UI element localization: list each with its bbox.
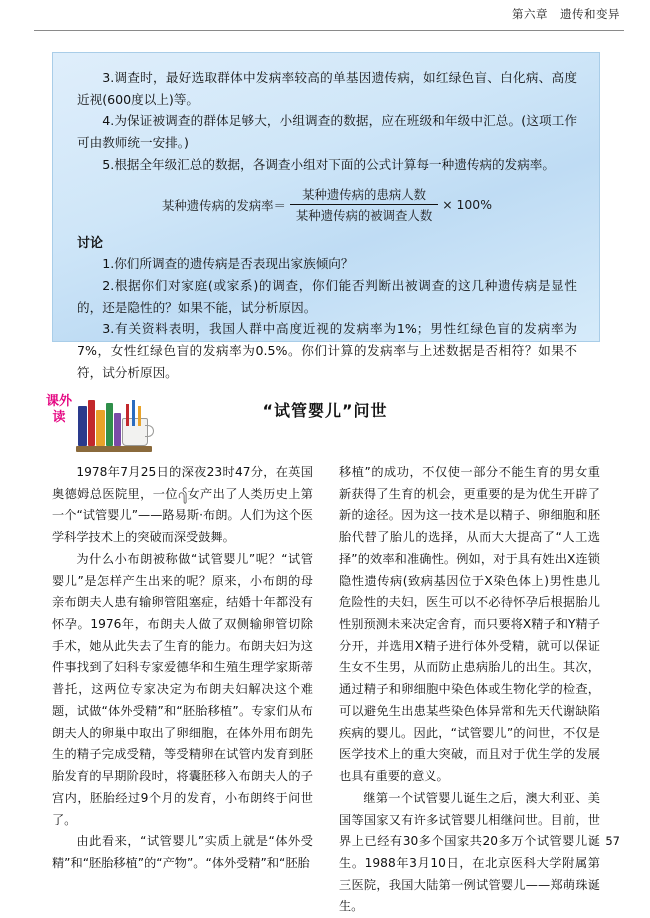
formula-percent-suffix: × 100% — [442, 197, 492, 213]
right-column — [339, 462, 600, 918]
discussion-item-3: 3.有关资料表明，我国人群中高度近视的发病率为1%；男性红绿色盲的发病率为7%，女性红绿色盲的发病率为0.5%。你们计算的发病率与上述数据是否相符？如果不符，试分析原因。 — [77, 321, 577, 380]
left-paragraph-1: 1978年7月25日的深夜23时47分，在英国奥德姆总医院里，一位႟女产出了人类历史上第一个“试管婴儿”——路易斯·布朗。人们为这个医学科学技术上的突破而深受鼓舞。 — [52, 465, 313, 545]
page-number: 57 — [605, 834, 620, 848]
header-title: 遗传和变异 — [560, 7, 620, 21]
shelf-bar — [76, 446, 152, 452]
discussion-item-1: 1.你们所调查的遗传病是否表现出家族倾向？ — [102, 256, 354, 272]
reading-body — [52, 462, 600, 918]
incidence-formula — [77, 185, 577, 224]
right-paragraph-2: 继第一个试管婴儿诞生之后，澳大利亚、美国等国家又有许多试管婴儿相继问世。目前，世界上已经有30多个国家共20多万个试管婴儿诞生。1988年3月10日，在北京医科大学附属第三医院，我国大陆第一例试管婴儿——郑萌珠诞生。 — [339, 790, 600, 914]
left-paragraph-3: 由此看来，“试管婴儿”实质上就是“体外受精”和“胚胎移植”的“产物”。“体外受精”和“胚胎 — [52, 834, 313, 870]
activity-box — [52, 52, 600, 380]
discussion-heading: 讨论 — [77, 236, 104, 252]
header-divider — [34, 30, 624, 31]
activity-item-4: 4.为保证被调查的群体足够大，小组调查的数据，应在班级和年级中汇总。(这项工作可由教师统一安排。) — [77, 113, 577, 150]
right-paragraph-1: 移植”的成功，不仅使一部分不能生育的男女重新获得了生育的机会，更重要的是为优生开辟了新的途径。因为这一技术是以精子、卵细胞和胚胎代替了胎儿的选择，从而大大提高了“人工选择”的效率和准确性。例如，对于具有姓出X连锁隐性遗传病(致病基因位于X染色体上)男性患儿危险性的夫妇，医生可以不必待怀孕后根据胎儿性别预测未来决定舍育，而只要将X精子和Y精子分开，并选用X精子进行体外受精，就可以保证生女不生男，从而防止患病胎儿的出生。其次，通过精子和卵细胞中染色体或生物化学的检查，可以避免生出患某些染色体异常和先天代谢缺陷疾病的婴儿。因此，“试管婴儿”的问世，不仅是医学技术上的重大突破，而且对于优生学的发展也具有重要的意义。 — [339, 465, 600, 784]
left-paragraph-2: 为什么小布朗被称做“试管婴儿”呢？“试管婴儿”是怎样产生出来的呢？原来，小布朗的母亲布朗夫人患有输卵管阻塞症，结婚十年都没有怀孕。1976年，布朗夫人做了双侧输卵管切除手术，她从此失去了生育的能力。布朗夫妇为这件事找到了妇科专家爱德华和生殖生理学家斯蒂普托，这两位专家决定为布朗夫妇解决这个难题，试做“体外受精”和“胚胎移植”。专家们从布朗夫人的卵巢中取出了卵细胞，在体外用布朗先生的精子完成受精，等受精卵在试管内发育到胚胎发育的早期阶段时，将囊胚移入布朗夫人的子宫内，胚胎经过9个月的发育，小布朗终于问世了。 — [52, 551, 313, 827]
running-header — [512, 6, 620, 22]
reading-title: “试管婴儿”问世 — [262, 401, 388, 420]
formula-fraction — [290, 185, 438, 224]
activity-item-3: 3.调查时，最好选取群体中发病率较高的单基因遗传病，如红绿色盲、白化病、高度近视(600度以上)等。 — [77, 70, 577, 107]
header-chapter: 第六章 — [512, 7, 548, 21]
left-column — [52, 462, 313, 918]
discussion-item-2: 2.根据你们对家庭(或家系)的调查，你们能否判断出被调查的这几种遗传病是显性的，还是隐性的？如果不能，试分析原因。 — [77, 277, 577, 315]
extracurricular-label: 课外读 — [46, 394, 73, 425]
formula-denominator: 某种遗传病的被调查人数 — [295, 208, 433, 224]
formula-numerator: 某种遗传病的患病人数 — [302, 187, 427, 203]
formula-left-side: 某种遗传病的发病率＝ — [162, 197, 286, 213]
activity-item-5: 5.根据全年级汇总的数据，各调查小组对下面的公式计算每一种遗传病的发病率。 — [102, 156, 555, 172]
